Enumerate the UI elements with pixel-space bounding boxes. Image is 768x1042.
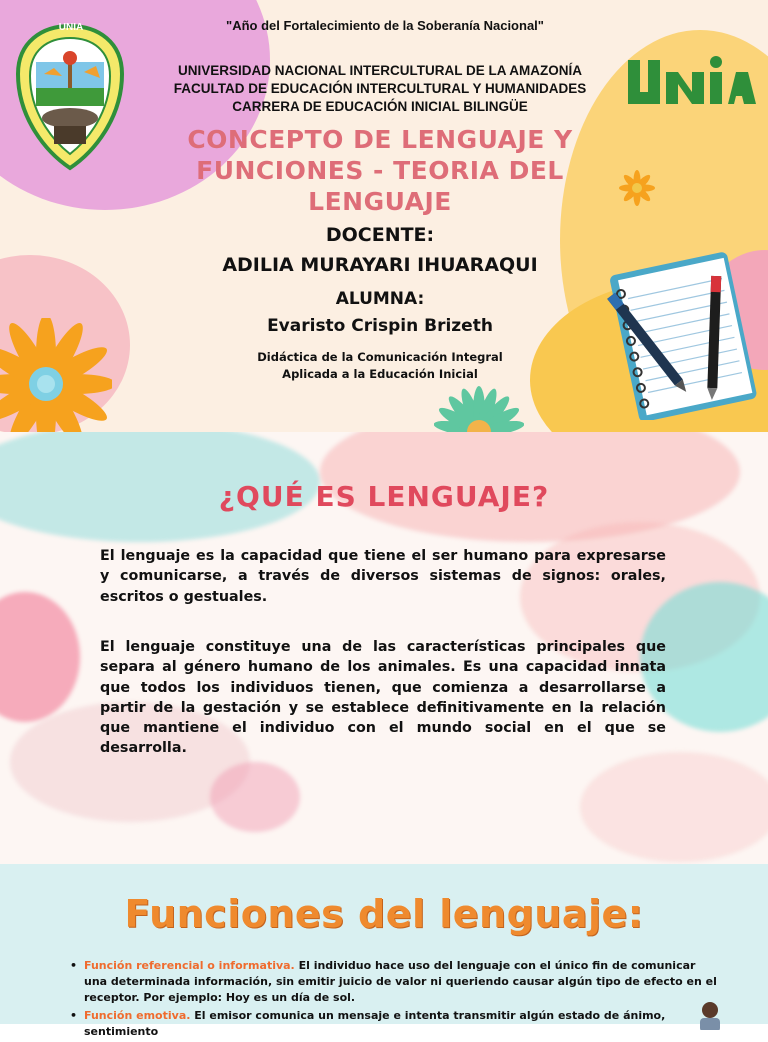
crest-top-label: UNIA [58,22,84,33]
unia-logo-text [640,0,641,1]
person-illustration [690,1000,730,1030]
function-name: Función referencial o informativa. [84,959,295,972]
document-title-line: CONCEPTO DE LENGUAJE Y [187,125,573,154]
course-name-line: Aplicada a la Educación Inicial [282,367,478,381]
document-title-line: LENGUAJE [308,187,452,216]
list-item [70,1008,720,1040]
small-orange-flower-decoration [617,168,657,208]
description-paragraph: El lenguaje constituye una de las características principales que separa al género humano de los animales. Es una capacidad innata que todos los individuos tienen, que comienza a desarrollarse a partir de la gestación y se establece definitivamente en la relación que mantiene el individuo con el mundo social en el que se desarrolla. [100,639,666,757]
motto-text: "Año del Fortalecimiento de la Soberanía Nacional" [226,18,544,33]
university-name: UNIVERSIDAD NACIONAL INTERCULTURAL DE LA AMAZONÍA [178,63,582,78]
orange-flower-decoration [0,318,112,450]
section-title: ¿QUÉ ES LENGUAJE? [218,480,550,513]
bullet-icon: • [70,959,78,972]
docente-label: DOCENTE: [325,224,435,246]
list-item [70,958,720,1006]
unia-logo [622,52,756,114]
function-description: El individuo hace uso del lenguaje con el único fin de comunicar una determinada información, sin emitir juicio de valor ni queriendo causar algún tipo de efecto en el receptor. Por ejemplo: Hoy es un día de sol. [84,959,717,1004]
bullet-icon: • [70,1009,78,1022]
alumna-name: Evaristo Crispin Brizeth [267,316,493,336]
crest-ring-text [1,0,2,1]
document-title [140,124,620,217]
watercolor-decoration [210,762,300,832]
definition-paragraph: El lenguaje es la capacidad que tiene el ser humano para expresarse y comunicarse, a través de diversos sistemas de signos: orales, escritos o gestuales. [100,548,666,605]
section-title: Funciones del lenguaje: [124,892,644,936]
watercolor-decoration [580,752,768,862]
university-crest-logo [14,22,126,172]
watercolor-decoration [0,592,80,722]
document-title-line: FUNCIONES - TEORIA DEL [196,156,564,185]
function-name: Función emotiva. [84,1009,191,1022]
alumna-label: ALUMNA: [335,289,425,309]
function-description: El emisor comunica un mensaje e intenta transmitir algún estado de ánimo, sentimiento [84,1009,666,1038]
course-name-line: Didáctica de la Comunicación Integral [257,350,503,364]
docente-name: ADILIA MURAYARI IHUARAQUI [222,254,538,276]
career-name: CARRERA DE EDUCACIÓN INICIAL BILINGÜE [232,99,528,114]
faculty-name: FACULTAD DE EDUCACIÓN INTERCULTURAL Y HUMANIDADES [173,81,587,96]
functions-list [70,958,720,1042]
green-flower-decoration [434,380,524,432]
